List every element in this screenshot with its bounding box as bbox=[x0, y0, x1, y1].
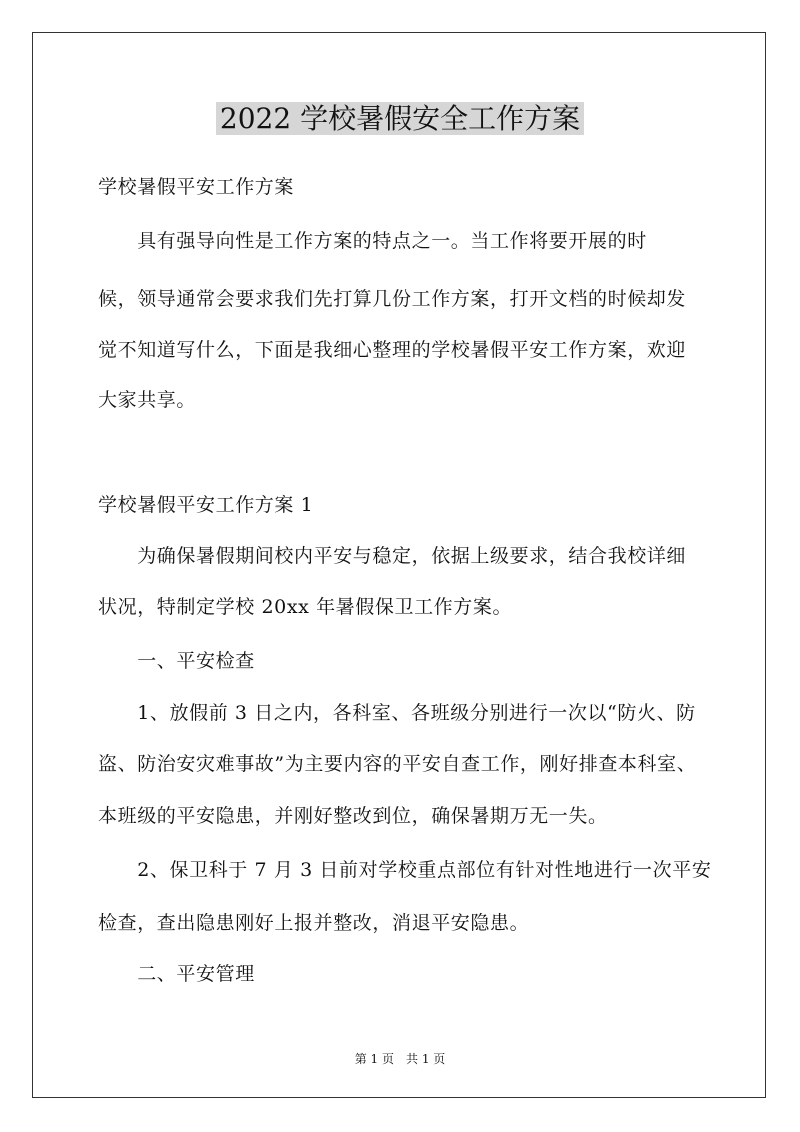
section-heading: 学校暑假平安工作方案 bbox=[98, 176, 295, 198]
paragraph-line: 为确保暑假期间校内平安与稳定，依据上级要求，结合我校详细 bbox=[98, 545, 687, 567]
document-title bbox=[0, 97, 800, 141]
paragraph-line: 觉不知道写什么，下面是我细心整理的学校暑假平安工作方案，欢迎 bbox=[98, 339, 687, 361]
document-title-text: 2022 学校暑假安全工作方案 bbox=[216, 102, 584, 135]
subsection-heading: 一、平安检查 bbox=[98, 650, 255, 672]
page-footer: 第 1 页 共 1 页 bbox=[354, 1052, 446, 1066]
section-heading: 学校暑假平安工作方案 1 bbox=[98, 494, 314, 516]
paragraph-line: 检查，查出隐患刚好上报并整改，消退平安隐患。 bbox=[98, 912, 530, 934]
paragraph-line: 具有强导向性是工作方案的特点之一。当工作将要开展的时 bbox=[98, 230, 647, 252]
subsection-heading: 二、平安管理 bbox=[98, 963, 255, 985]
paragraph-line: 本班级的平安隐患，并刚好整改到位，确保暑期万无一失。 bbox=[98, 805, 608, 827]
paragraph-line: 2、保卫科于 7 月 3 日前对学校重点部位有针对性地进行一次平安 bbox=[98, 859, 712, 881]
paragraph-line: 候，领导通常会要求我们先打算几份工作方案，打开文档的时候却发 bbox=[98, 288, 687, 310]
paragraph-line: 盗、防治安灾难事故”为主要内容的平安自查工作，刚好排查本科室、 bbox=[98, 753, 697, 775]
paragraph-line: 大家共享。 bbox=[98, 389, 197, 411]
paragraph-line: 状况，特制定学校 20xx 年暑假保卫工作方案。 bbox=[98, 596, 513, 618]
paragraph-line: 1、放假前 3 日之内，各科室、各班级分别进行一次以“防火、防 bbox=[98, 702, 696, 724]
